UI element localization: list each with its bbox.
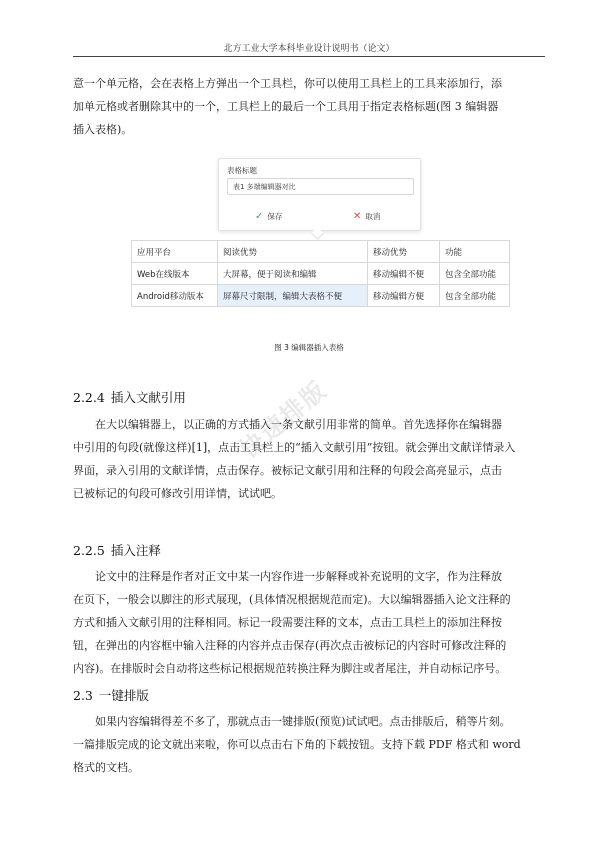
paragraph-line: 已被标记的句段可修改引用详情，试试吧。	[73, 487, 282, 500]
table-header-cell[interactable]: 功能	[440, 241, 510, 263]
cancel-button[interactable]	[353, 211, 380, 222]
table-header-cell[interactable]: 应用平台	[132, 241, 218, 263]
figure-caption: 图 3 编辑器插入表格	[274, 343, 344, 352]
paragraph-line: 格式的文档。	[73, 761, 139, 774]
table-row	[132, 263, 510, 285]
paragraph-line: 一篇排版完成的论文就出来啦，你可以点击右下角的下载按钮。支持下载 PDF 格式和 word	[73, 738, 521, 751]
table-row	[132, 285, 510, 307]
table-header-row	[132, 241, 510, 263]
check-icon: ✓	[255, 211, 264, 222]
paragraph-line: 在页下，一般会以脚注的形式展现，(具体情况根据规范而定)。大以编辑器插入论文注释的	[73, 593, 511, 606]
paragraph-line: 如果内容编辑得差不多了，那就点击一键排版(预览)试试吧。点击排版后，稍等片刻。	[95, 715, 511, 728]
section-heading	[73, 686, 149, 704]
comparison-table	[131, 240, 510, 307]
table-header-cell[interactable]: 阅读优势	[218, 241, 368, 263]
watermark: 快速排版	[234, 375, 333, 464]
table-cell[interactable]: 移动编辑不便	[368, 263, 440, 285]
section-title: 一键排版	[98, 688, 149, 703]
table-cell[interactable]: Web在线版本	[132, 263, 218, 285]
table-cell[interactable]: 包含全部功能	[440, 285, 510, 307]
paragraph-line: 方式和插入文献引用的注释相同。标记一段需要注释的文本，点击工具栏上的添加注释按	[73, 616, 502, 629]
header-rule	[73, 56, 545, 57]
table-cell-selected[interactable]: 屏幕尺寸限制，编辑大表格不便	[218, 285, 368, 307]
save-button[interactable]	[255, 211, 282, 222]
paragraph-line: 插入表格)。	[73, 123, 133, 136]
caption-input[interactable]: 表1 多端编辑器对比	[227, 178, 414, 195]
paragraph-line: 界面，录入引用的文献详情，点击保存。被标记文献引用和注释的句段会高亮显示，点击	[73, 464, 502, 477]
table-header-cell[interactable]: 移动优势	[368, 241, 440, 263]
section-title: 插入注释	[110, 543, 161, 558]
section-paragraph	[73, 565, 545, 680]
section-paragraph	[73, 710, 545, 779]
save-label: 保存	[267, 212, 283, 221]
cancel-label: 取消	[365, 212, 381, 221]
section-number: 2.2.5	[73, 543, 105, 558]
paragraph-line: 加单元格或者删除其中的一个，工具栏上的最后一个工具用于指定表格标题(图 3 编辑器	[73, 100, 499, 113]
section-title: 插入文献引用	[110, 390, 186, 405]
section-heading	[73, 388, 186, 406]
page-header: 北方工业大学本科毕业设计说明书（论文）	[223, 44, 395, 54]
table-cell[interactable]: 大屏幕，便于阅读和编辑	[218, 263, 368, 285]
table-caption-popup	[218, 158, 421, 231]
caption-field-label: 表格标题	[227, 166, 257, 175]
paragraph-line: 钮，在弹出的内容框中输入注释的内容并点击保存(再次点击被标记的内容时可修改注释的	[73, 639, 507, 652]
section-number: 2.2.4	[73, 390, 105, 405]
section-number: 2.3	[73, 688, 93, 703]
intro-paragraph	[73, 72, 545, 141]
table-cell[interactable]: 移动编辑方便	[368, 285, 440, 307]
paragraph-line: 意一个单元格，会在表格上方弹出一个工具栏，你可以使用工具栏上的工具来添加行，添	[73, 77, 502, 90]
paragraph-line: 中引用的句段(就像这样)[1]，点击工具栏上的“插入文献引用”按钮。就会弹出文献详情录入	[73, 441, 516, 454]
paragraph-line: 内容)。在排版时会自动将这些标记根据规范转换注释为脚注或者尾注，并自动标记序号。	[73, 662, 507, 675]
close-icon: ✕	[353, 211, 362, 222]
table-cell[interactable]: Android移动版本	[132, 285, 218, 307]
section-heading	[73, 541, 161, 559]
paragraph-line: 论文中的注释是作者对正文中某一内容作进一步解释或补充说明的文字，作为注释放	[95, 570, 502, 583]
paragraph-line: 在大以编辑器上，以正确的方式插入一条文献引用非常的简单。首先选择你在编辑器	[95, 418, 502, 431]
table-cell[interactable]: 包含全部功能	[440, 263, 510, 285]
section-paragraph	[73, 413, 545, 505]
